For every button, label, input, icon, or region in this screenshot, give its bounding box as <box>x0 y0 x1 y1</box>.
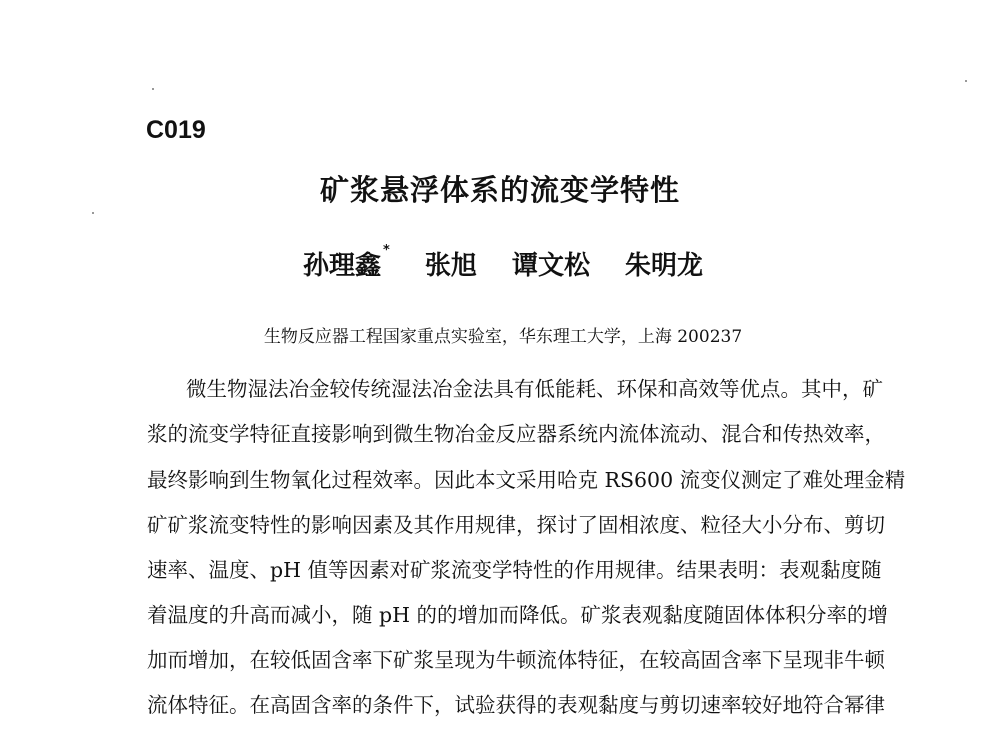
scan-speck <box>965 80 967 82</box>
author: 朱明龙 <box>625 251 704 281</box>
abstract-line: 最终影响到生物氧化过程效率。因此本文采用哈克 RS600 流变仪测定了难处理金精 <box>147 468 906 492</box>
corresponding-mark: * <box>382 243 390 258</box>
abstract-line: 速率、温度、pH 值等因素对矿浆流变学特性的作用规律。结果表明：表观黏度随 <box>147 558 882 582</box>
abstract-line: 加而增加，在较低固含率下矿浆呈现为牛顿流体特征，在较高固含率下呈现非牛顿 <box>147 648 885 672</box>
author-name: 孙理鑫 <box>302 251 381 281</box>
author-list <box>0 245 1000 282</box>
paper-code: C019 <box>146 116 206 144</box>
author <box>302 243 390 281</box>
abstract-line: 着温度的升高而减小，随 pH 的的增加而降低。矿浆表观黏度随固体体积分率的增 <box>147 603 889 627</box>
abstract-line: 微生物湿法冶金较传统湿法冶金法具有低能耗、环保和高效等优点。其中，矿 <box>186 377 883 401</box>
affiliation: 生物反应器工程国家重点实验室，华东理工大学，上海 200237 <box>263 327 743 347</box>
abstract-line: 浆的流变学特征直接影响到微生物冶金反应器系统内流体流动、混合和传热效率， <box>147 422 885 446</box>
abstract-line: 流体特征。在高固含率的条件下，试验获得的表观黏度与剪切速率较好地符合幂律 <box>147 693 885 717</box>
paper-title: 矿浆悬浮体系的流变学特性 <box>319 173 680 207</box>
abstract-line: 矿矿浆流变特性的影响因素及其作用规律，探讨了固相浓度、粒径大小分布、剪切 <box>147 513 885 537</box>
scan-speck <box>92 212 94 214</box>
scan-speck <box>152 88 154 90</box>
author: 张旭 <box>424 251 477 281</box>
author: 谭文松 <box>511 251 590 281</box>
